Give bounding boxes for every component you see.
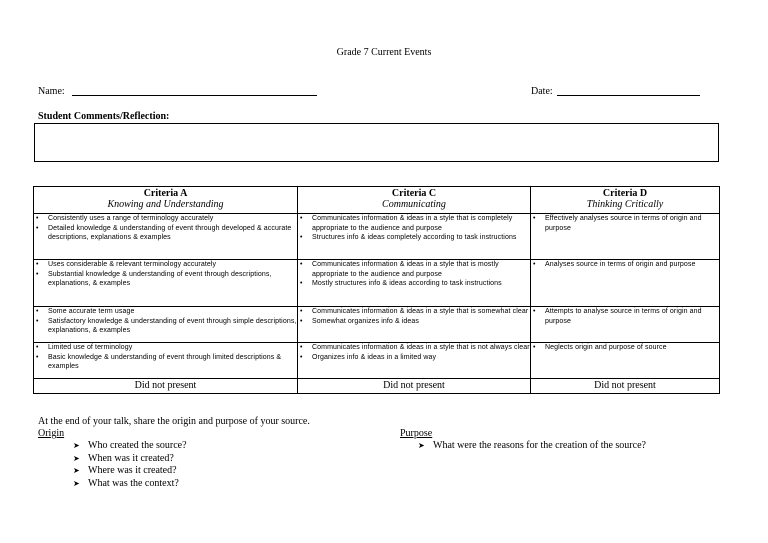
question-text: What was the context? — [88, 477, 179, 489]
criteria-subtitle: Knowing and Understanding — [107, 199, 224, 210]
origin-questions — [73, 440, 187, 490]
question-text: What were the reasons for the creation of the source? — [433, 440, 646, 451]
arrowhead-bullet-icon: ➤ — [73, 453, 80, 463]
rubric-descriptor: • Structures info & ideas completely according to task instructions — [298, 233, 530, 243]
page-title: Grade 7 Current Events — [336, 47, 432, 58]
origin-question — [73, 440, 187, 453]
rubric-cell — [298, 343, 531, 379]
not-present-cell: Did not present — [298, 379, 531, 394]
rubric-row — [34, 307, 720, 343]
criteria-c-header — [298, 187, 531, 214]
rubric-row — [34, 343, 720, 379]
rubric-cell — [34, 343, 298, 379]
date-label: Date: — [531, 86, 553, 97]
not-present-cell: Did not present — [34, 379, 298, 394]
rubric-descriptor: • Detailed knowledge & understanding of event through developed & accurate descriptions, explanations & examples — [34, 224, 297, 243]
rubric-cell — [531, 260, 720, 307]
not-present-row — [34, 379, 720, 394]
rubric-descriptor: • Attempts to analyse source in terms of origin and purpose — [531, 307, 719, 326]
rubric-descriptor: • Basic knowledge & understanding of event through limited descriptions & examples — [34, 353, 297, 372]
rubric-descriptor: • Communicates information & ideas in a style that is somewhat clear — [298, 307, 530, 317]
question-text: Where was it created? — [88, 465, 177, 476]
rubric-descriptor: • Communicates information & ideas in a style that is mostly appropriate to the audience and purpose — [298, 260, 530, 279]
rubric-descriptor: • Somewhat organizes info & ideas — [298, 317, 530, 327]
rubric-cell — [531, 343, 720, 379]
question-text: Who created the source? — [88, 440, 187, 451]
criteria-subtitle: Communicating — [382, 199, 446, 210]
rubric-descriptor: • Neglects origin and purpose of source — [531, 343, 719, 353]
rubric-cell — [34, 260, 298, 307]
criteria-subtitle: Thinking Critically — [586, 199, 664, 210]
criteria-d-header — [531, 187, 720, 214]
date-field[interactable] — [557, 95, 700, 96]
not-present-cell: Did not present — [531, 379, 720, 394]
rubric-descriptor: • Analyses source in terms of origin and purpose — [531, 260, 719, 270]
rubric-cell — [298, 307, 531, 343]
origin-question — [73, 478, 187, 491]
rubric-descriptor: • Effectively analyses source in terms of origin and purpose — [531, 214, 719, 233]
rubric-cell — [531, 307, 720, 343]
purpose-question — [418, 440, 646, 453]
rubric-table — [33, 186, 720, 394]
arrowhead-bullet-icon: ➤ — [73, 478, 80, 488]
rubric-row — [34, 260, 720, 307]
question-text: When was it created? — [88, 452, 174, 464]
rubric-descriptor: • Substantial knowledge & understanding of event through descriptions, explanations, & examples — [34, 270, 297, 289]
rubric-descriptor: • Satisfactory knowledge & understanding of event through simple descriptions, explanations, & examples — [34, 317, 297, 336]
rubric-descriptor: • Some accurate term usage — [34, 307, 297, 317]
rubric-cell — [531, 214, 720, 260]
rubric-descriptor: • Uses considerable & relevant terminology accurately — [34, 260, 297, 270]
criteria-title: Criteria A — [143, 188, 188, 199]
rubric-descriptor: • Organizes info & ideas in a limited way — [298, 353, 530, 363]
rubric-row — [34, 214, 720, 260]
arrowhead-bullet-icon: ➤ — [73, 466, 80, 475]
purpose-heading: Purpose — [400, 428, 433, 439]
rubric-cell — [34, 307, 298, 343]
origin-heading: Origin — [38, 428, 65, 439]
rubric-descriptor: • Communicates information & ideas in a style that is not always clear — [298, 343, 530, 353]
arrowhead-bullet-icon: ➤ — [73, 441, 80, 450]
rubric-descriptor: • Consistently uses a range of terminology accurately — [34, 214, 297, 224]
arrowhead-bullet-icon: ➤ — [418, 441, 425, 450]
comments-label: Student Comments/Reflection: — [38, 111, 170, 122]
criteria-title: Criteria C — [391, 188, 437, 199]
origin-purpose-instructions: At the end of your talk, share the origin and purpose of your source. — [38, 416, 310, 427]
rubric-descriptor: • Limited use of terminology — [34, 343, 297, 353]
purpose-questions — [418, 440, 646, 453]
rubric-header-row — [34, 187, 720, 214]
origin-question — [73, 453, 187, 466]
origin-question — [73, 465, 187, 478]
name-label: Name: — [38, 86, 65, 97]
comments-box[interactable] — [34, 123, 719, 162]
rubric-descriptor: • Mostly structures info & ideas according to task instructions — [298, 279, 530, 289]
rubric-cell — [34, 214, 298, 260]
name-field[interactable] — [72, 95, 317, 96]
criteria-a-header — [34, 187, 298, 214]
rubric-cell — [298, 260, 531, 307]
criteria-title: Criteria D — [602, 188, 648, 199]
rubric-cell — [298, 214, 531, 260]
rubric-descriptor: • Communicates information & ideas in a style that is completely appropriate to the audience and purpose — [298, 214, 530, 233]
